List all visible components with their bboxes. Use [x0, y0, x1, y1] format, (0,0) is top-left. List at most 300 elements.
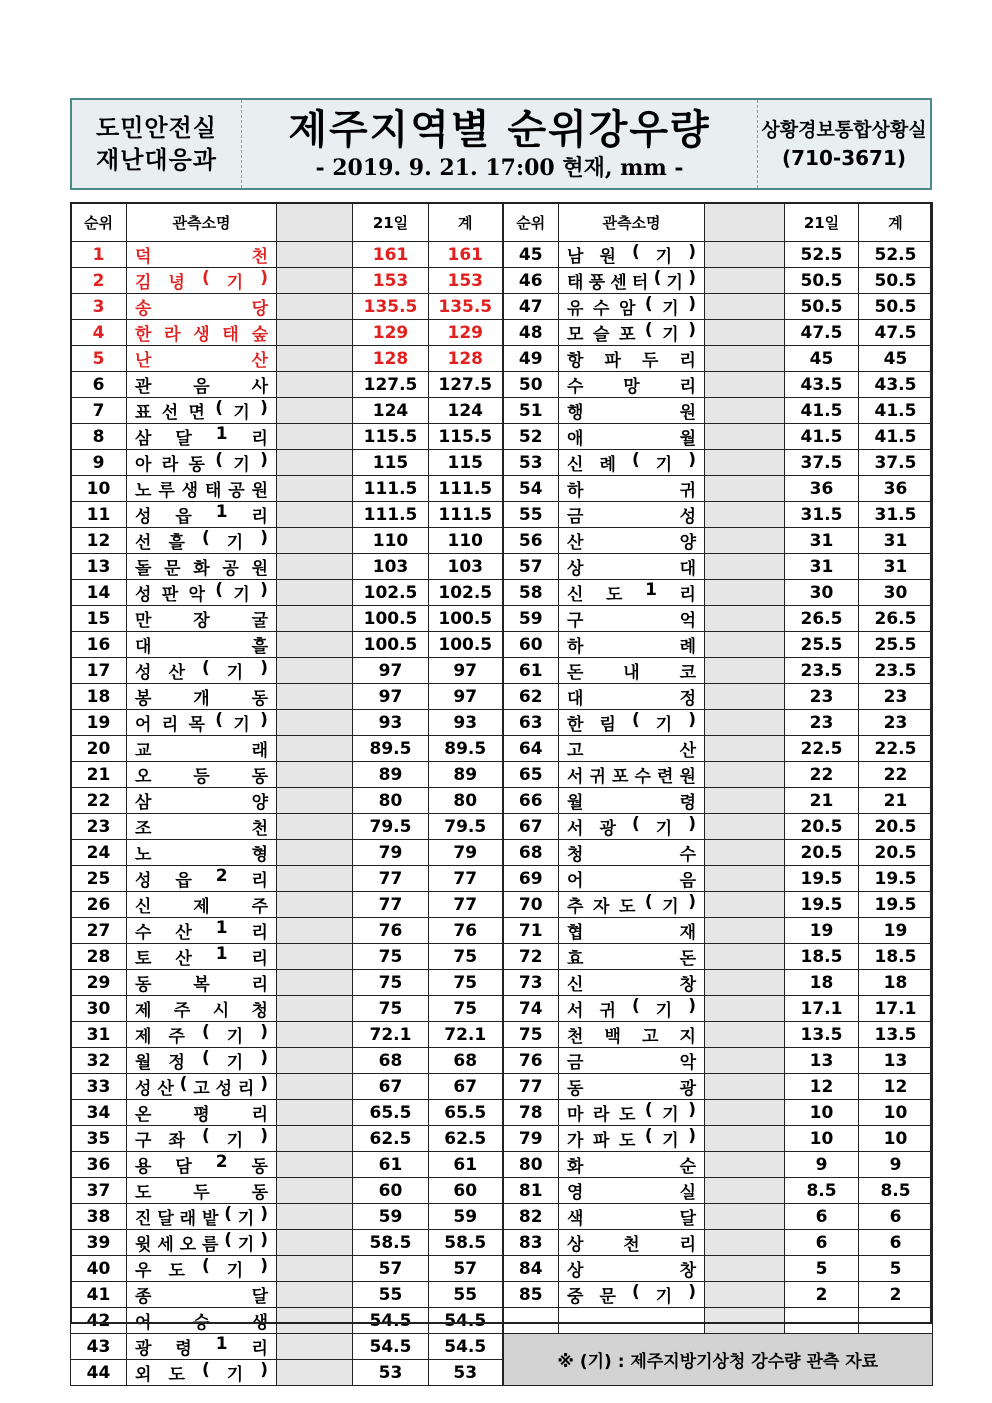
table-row	[71, 814, 933, 840]
station-name	[127, 1074, 277, 1100]
station-name	[127, 866, 277, 892]
table-row	[71, 658, 933, 684]
station-name-text: 노 형	[135, 845, 268, 865]
rank-cell: 52	[503, 424, 559, 450]
report-header	[70, 98, 932, 190]
total-rainfall: 124	[429, 398, 503, 424]
blank-cell	[705, 554, 785, 580]
blank-cell	[277, 294, 353, 320]
total-rainfall: 129	[429, 320, 503, 346]
table-row	[71, 502, 933, 528]
day-rainfall: 128	[353, 346, 429, 372]
blank-cell	[705, 814, 785, 840]
blank-cell	[277, 242, 353, 268]
blank-cell	[277, 632, 353, 658]
table-row	[71, 1204, 933, 1230]
day-rainfall: 50.5	[785, 294, 859, 320]
total-rainfall: 100.5	[429, 606, 503, 632]
day-rainfall: 50.5	[785, 268, 859, 294]
station-name	[559, 996, 705, 1022]
total-rainfall: 47.5	[859, 320, 933, 346]
station-name	[127, 970, 277, 996]
station-name-text: 오 등 동	[135, 767, 268, 787]
blank-cell	[277, 840, 353, 866]
day-rainfall: 18	[785, 970, 859, 996]
rank-cell: 4	[71, 320, 127, 346]
table-row	[71, 476, 933, 502]
total-rainfall: 127.5	[429, 372, 503, 398]
total-rainfall: 8.5	[859, 1178, 933, 1204]
total-rainfall: 54.5	[429, 1308, 503, 1334]
station-name-text: 만 장 굴	[135, 611, 268, 631]
rank-cell: 63	[503, 710, 559, 736]
total-rainfall: 31	[859, 528, 933, 554]
blank-cell	[277, 398, 353, 424]
station-name-text: 윗 세 오 름 ( 기 )	[135, 1230, 268, 1255]
total-rainfall: 23.5	[859, 658, 933, 684]
table-row	[71, 788, 933, 814]
station-name-text: 삼 달 1 리	[135, 424, 268, 449]
station-name-text: 산 양	[567, 533, 696, 553]
station-name-text: 상 대	[567, 559, 696, 579]
rank-cell: 77	[503, 1074, 559, 1100]
station-name	[127, 476, 277, 502]
rank-cell: 58	[503, 580, 559, 606]
blank-cell	[705, 1048, 785, 1074]
blank-cell	[277, 502, 353, 528]
rank-cell: 54	[503, 476, 559, 502]
total-rainfall: 79	[429, 840, 503, 866]
rainfall-table-body	[71, 203, 933, 1386]
day-rainfall: 20.5	[785, 814, 859, 840]
total-rainfall: 61	[429, 1152, 503, 1178]
station-name-text: 효 돈	[567, 949, 696, 969]
station-name	[559, 346, 705, 372]
station-name	[127, 294, 277, 320]
day-rainfall: 31	[785, 528, 859, 554]
rank-cell: 68	[503, 840, 559, 866]
total-rainfall: 54.5	[429, 1334, 503, 1360]
total-rainfall: 19.5	[859, 866, 933, 892]
blank-cell	[277, 580, 353, 606]
rank-cell: 66	[503, 788, 559, 814]
station-name	[559, 1048, 705, 1074]
rank-cell: 20	[71, 736, 127, 762]
rank-cell: 17	[71, 658, 127, 684]
title-block	[242, 100, 758, 188]
station-name-text: 구 좌 ( 기 )	[135, 1126, 268, 1151]
header-total: 계	[859, 203, 933, 242]
station-name-text: 광 령 1 리	[135, 1334, 268, 1359]
station-name-text: 월 정 ( 기 )	[135, 1048, 268, 1073]
total-rainfall: 22.5	[859, 736, 933, 762]
rank-cell: 65	[503, 762, 559, 788]
day-rainfall: 124	[353, 398, 429, 424]
blank-cell	[705, 502, 785, 528]
station-name-text: 송 당	[135, 299, 268, 319]
day-rainfall: 97	[353, 658, 429, 684]
rank-cell: 60	[503, 632, 559, 658]
total-rainfall: 89.5	[429, 736, 503, 762]
total-rainfall: 23	[859, 684, 933, 710]
station-name-text: 남 원 ( 기 )	[567, 242, 696, 267]
station-name	[127, 944, 277, 970]
table-row	[71, 944, 933, 970]
table-row	[71, 398, 933, 424]
blank-cell	[277, 788, 353, 814]
blank-cell	[705, 450, 785, 476]
blank-cell	[705, 632, 785, 658]
station-name	[559, 476, 705, 502]
station-name-text: 하 귀	[567, 481, 696, 501]
total-rainfall: 6	[859, 1204, 933, 1230]
day-rainfall: 2	[785, 1282, 859, 1308]
empty-cell	[859, 1308, 933, 1334]
station-name	[127, 840, 277, 866]
rank-cell: 51	[503, 398, 559, 424]
station-name-text: 한 라 생 태 숲	[135, 325, 268, 345]
day-rainfall: 45	[785, 346, 859, 372]
day-rainfall: 52.5	[785, 242, 859, 268]
station-name-text: 금 악	[567, 1053, 696, 1073]
station-name-text: 마 라 도 ( 기 )	[567, 1100, 696, 1125]
day-rainfall: 13.5	[785, 1022, 859, 1048]
station-name	[559, 1282, 705, 1308]
table-row	[71, 606, 933, 632]
rank-cell: 64	[503, 736, 559, 762]
station-name	[559, 684, 705, 710]
table-header-row	[71, 203, 933, 242]
day-rainfall: 41.5	[785, 398, 859, 424]
rank-cell: 71	[503, 918, 559, 944]
blank-cell	[705, 528, 785, 554]
rank-cell: 72	[503, 944, 559, 970]
blank-cell	[277, 1230, 353, 1256]
station-name-text: 관 음 사	[135, 377, 268, 397]
station-name-text: 고 산	[567, 741, 696, 761]
station-name-text: 외 도 ( 기 )	[135, 1360, 268, 1385]
total-rainfall: 53	[429, 1360, 503, 1386]
rank-cell: 32	[71, 1048, 127, 1074]
rank-cell: 35	[71, 1126, 127, 1152]
station-name	[127, 996, 277, 1022]
station-name-text: 추 자 도 ( 기 )	[567, 892, 696, 917]
station-name-text: 어 승 생	[135, 1313, 268, 1333]
total-rainfall: 10	[859, 1100, 933, 1126]
station-name-text: 신 례 ( 기 )	[567, 450, 696, 475]
station-name	[559, 736, 705, 762]
rank-cell: 55	[503, 502, 559, 528]
blank-cell	[705, 606, 785, 632]
station-name-text: 어 음	[567, 871, 696, 891]
day-rainfall: 8.5	[785, 1178, 859, 1204]
rank-cell: 28	[71, 944, 127, 970]
station-name	[559, 1204, 705, 1230]
rank-cell: 78	[503, 1100, 559, 1126]
station-name	[127, 398, 277, 424]
station-name	[559, 398, 705, 424]
station-name-text: 제 주 ( 기 )	[135, 1022, 268, 1047]
station-name	[559, 372, 705, 398]
blank-cell	[705, 1282, 785, 1308]
day-rainfall: 111.5	[353, 476, 429, 502]
rank-cell: 24	[71, 840, 127, 866]
day-rainfall: 47.5	[785, 320, 859, 346]
total-rainfall: 97	[429, 658, 503, 684]
day-rainfall: 10	[785, 1126, 859, 1152]
station-name	[127, 1204, 277, 1230]
station-name-text: 진 달 래 밭 ( 기 )	[135, 1204, 268, 1229]
station-name	[127, 450, 277, 476]
rank-cell: 14	[71, 580, 127, 606]
total-rainfall: 25.5	[859, 632, 933, 658]
station-name-text: 서 귀 포 수 련 원	[567, 767, 696, 787]
header-rank: 순위	[71, 203, 127, 242]
station-name	[127, 1152, 277, 1178]
total-rainfall: 111.5	[429, 502, 503, 528]
station-name-text: 하 례	[567, 637, 696, 657]
rank-cell: 30	[71, 996, 127, 1022]
rank-cell: 69	[503, 866, 559, 892]
rank-cell: 5	[71, 346, 127, 372]
rank-cell: 75	[503, 1022, 559, 1048]
station-name	[127, 892, 277, 918]
blank-cell	[277, 918, 353, 944]
station-name	[127, 1282, 277, 1308]
station-name-text: 성 산 ( 기 )	[135, 658, 268, 683]
rank-cell: 82	[503, 1204, 559, 1230]
day-rainfall: 75	[353, 996, 429, 1022]
day-rainfall: 115	[353, 450, 429, 476]
station-name	[559, 788, 705, 814]
day-rainfall: 129	[353, 320, 429, 346]
header-day: 21일	[353, 203, 429, 242]
blank-cell	[277, 450, 353, 476]
rank-cell: 23	[71, 814, 127, 840]
page-title: 제주지역별 순위강우량	[288, 107, 711, 153]
day-rainfall: 115.5	[353, 424, 429, 450]
station-name	[127, 1334, 277, 1360]
blank-cell	[705, 1204, 785, 1230]
blank-cell	[705, 788, 785, 814]
day-rainfall: 62.5	[353, 1126, 429, 1152]
blank-cell	[277, 1126, 353, 1152]
rank-cell: 13	[71, 554, 127, 580]
rank-cell: 45	[503, 242, 559, 268]
day-rainfall: 110	[353, 528, 429, 554]
rank-cell: 76	[503, 1048, 559, 1074]
day-rainfall: 22	[785, 762, 859, 788]
rank-cell: 42	[71, 1308, 127, 1334]
header-blank	[705, 203, 785, 242]
blank-cell	[705, 684, 785, 710]
station-name-text: 표 선 면 ( 기 )	[135, 398, 268, 423]
blank-cell	[705, 476, 785, 502]
station-name-text: 신 창	[567, 975, 696, 995]
rank-cell: 67	[503, 814, 559, 840]
station-name-text: 동 광	[567, 1079, 696, 1099]
total-rainfall: 80	[429, 788, 503, 814]
table-row	[71, 918, 933, 944]
station-name-text: 동 복 리	[135, 975, 268, 995]
day-rainfall: 23.5	[785, 658, 859, 684]
station-name	[559, 632, 705, 658]
total-rainfall: 59	[429, 1204, 503, 1230]
total-rainfall: 19	[859, 918, 933, 944]
station-name-text: 행 원	[567, 403, 696, 423]
blank-cell	[705, 762, 785, 788]
day-rainfall: 103	[353, 554, 429, 580]
header-day: 21일	[785, 203, 859, 242]
table-row	[71, 996, 933, 1022]
day-rainfall: 68	[353, 1048, 429, 1074]
station-name	[127, 632, 277, 658]
total-rainfall: 18.5	[859, 944, 933, 970]
total-rainfall: 19.5	[859, 892, 933, 918]
blank-cell	[705, 710, 785, 736]
day-rainfall: 30	[785, 580, 859, 606]
blank-cell	[277, 1360, 353, 1386]
day-rainfall: 79	[353, 840, 429, 866]
table-row	[71, 294, 933, 320]
station-name	[127, 424, 277, 450]
rank-cell: 2	[71, 268, 127, 294]
table-row	[71, 320, 933, 346]
station-name-text: 도 두 동	[135, 1183, 268, 1203]
station-name	[559, 840, 705, 866]
station-name	[127, 554, 277, 580]
station-name	[127, 710, 277, 736]
rank-cell: 40	[71, 1256, 127, 1282]
day-rainfall: 77	[353, 892, 429, 918]
station-name-text: 태 풍 센 터 ( 기 )	[567, 268, 696, 293]
total-rainfall: 79.5	[429, 814, 503, 840]
table-row	[71, 580, 933, 606]
blank-cell	[705, 658, 785, 684]
total-rainfall: 135.5	[429, 294, 503, 320]
blank-cell	[705, 1074, 785, 1100]
day-rainfall: 89	[353, 762, 429, 788]
blank-cell	[277, 1282, 353, 1308]
rank-cell: 37	[71, 1178, 127, 1204]
total-rainfall: 100.5	[429, 632, 503, 658]
station-name-text: 청 수	[567, 845, 696, 865]
rank-cell: 61	[503, 658, 559, 684]
rank-cell: 18	[71, 684, 127, 710]
rank-cell: 50	[503, 372, 559, 398]
station-name	[127, 658, 277, 684]
empty-cell	[559, 1308, 705, 1334]
rank-cell: 16	[71, 632, 127, 658]
header-station: 관측소명	[127, 203, 277, 242]
blank-cell	[705, 1126, 785, 1152]
table-row	[71, 450, 933, 476]
station-name-text: 대 흘	[135, 637, 268, 657]
station-name	[559, 1100, 705, 1126]
total-rainfall: 6	[859, 1230, 933, 1256]
total-rainfall: 13.5	[859, 1022, 933, 1048]
table-row	[71, 840, 933, 866]
day-rainfall: 36	[785, 476, 859, 502]
day-rainfall: 100.5	[353, 632, 429, 658]
table-row	[71, 632, 933, 658]
blank-cell	[277, 1074, 353, 1100]
rank-cell: 49	[503, 346, 559, 372]
rank-cell: 12	[71, 528, 127, 554]
table-row	[71, 1178, 933, 1204]
day-rainfall: 67	[353, 1074, 429, 1100]
station-name-text: 구 억	[567, 611, 696, 631]
blank-cell	[277, 1048, 353, 1074]
blank-cell	[277, 1178, 353, 1204]
rank-cell: 85	[503, 1282, 559, 1308]
station-name-text: 한 림 ( 기 )	[567, 710, 696, 735]
station-name	[127, 372, 277, 398]
total-rainfall: 21	[859, 788, 933, 814]
total-rainfall: 65.5	[429, 1100, 503, 1126]
station-name-text: 삼 양	[135, 793, 268, 813]
station-name	[127, 1100, 277, 1126]
total-rainfall: 43.5	[859, 372, 933, 398]
station-name-text: 노 루 생 태 공 원	[135, 481, 268, 501]
station-name	[559, 1152, 705, 1178]
department-line-2: 재난대응과	[96, 146, 217, 174]
day-rainfall: 65.5	[353, 1100, 429, 1126]
office-name: 상황경보통합상황실	[761, 119, 927, 141]
station-name-text: 서 광 ( 기 )	[567, 814, 696, 839]
rank-cell: 6	[71, 372, 127, 398]
station-name-text: 협 재	[567, 923, 696, 943]
day-rainfall: 9	[785, 1152, 859, 1178]
blank-cell	[277, 346, 353, 372]
station-name-text: 천 백 고 지	[567, 1027, 696, 1047]
station-name	[559, 1074, 705, 1100]
rank-cell: 62	[503, 684, 559, 710]
blank-cell	[277, 996, 353, 1022]
station-name-text: 돌 문 화 공 원	[135, 559, 268, 579]
day-rainfall: 31.5	[785, 502, 859, 528]
station-name	[127, 1126, 277, 1152]
blank-cell	[705, 372, 785, 398]
day-rainfall: 13	[785, 1048, 859, 1074]
station-name	[559, 866, 705, 892]
rank-cell: 84	[503, 1256, 559, 1282]
total-rainfall: 50.5	[859, 294, 933, 320]
day-rainfall: 100.5	[353, 606, 429, 632]
total-rainfall: 45	[859, 346, 933, 372]
day-rainfall: 26.5	[785, 606, 859, 632]
day-rainfall: 75	[353, 944, 429, 970]
rank-cell: 44	[71, 1360, 127, 1386]
station-name	[127, 814, 277, 840]
blank-cell	[277, 606, 353, 632]
table-row	[71, 424, 933, 450]
blank-cell	[705, 580, 785, 606]
rank-cell: 33	[71, 1074, 127, 1100]
day-rainfall: 135.5	[353, 294, 429, 320]
station-name-text: 성 읍 1 리	[135, 502, 268, 527]
rank-cell: 10	[71, 476, 127, 502]
day-rainfall: 54.5	[353, 1334, 429, 1360]
day-rainfall: 58.5	[353, 1230, 429, 1256]
total-rainfall: 50.5	[859, 268, 933, 294]
day-rainfall: 17.1	[785, 996, 859, 1022]
total-rainfall: 115	[429, 450, 503, 476]
day-rainfall: 43.5	[785, 372, 859, 398]
total-rainfall: 17.1	[859, 996, 933, 1022]
blank-cell	[277, 892, 353, 918]
blank-cell	[277, 554, 353, 580]
